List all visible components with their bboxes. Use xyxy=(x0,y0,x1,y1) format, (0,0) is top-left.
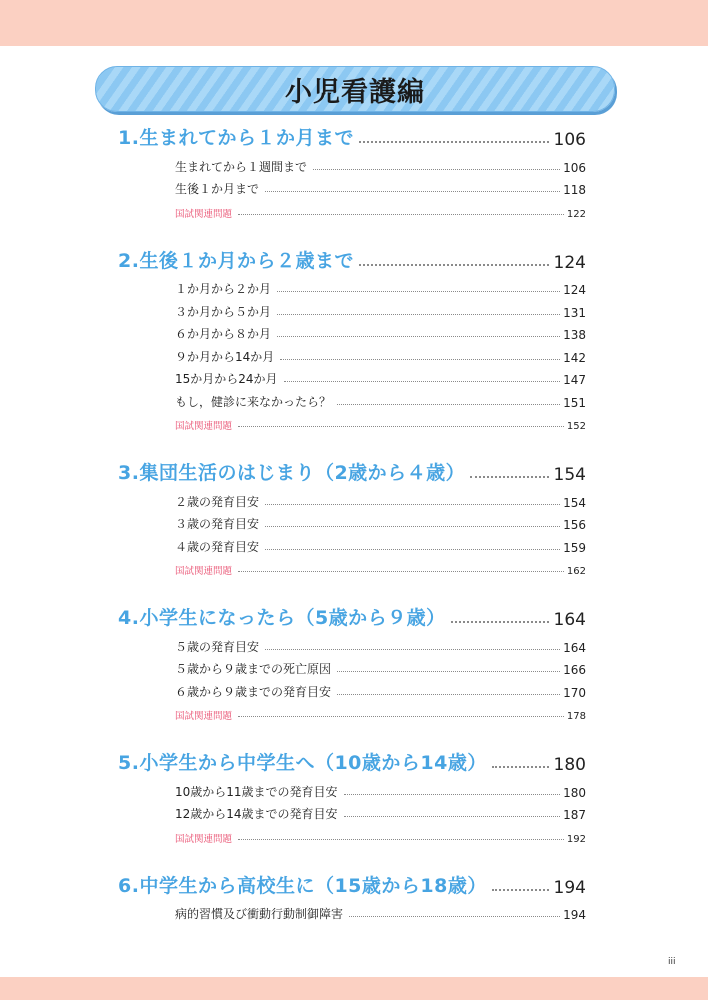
section-heading-row[interactable] xyxy=(118,600,586,630)
toc-entry[interactable] xyxy=(175,532,586,555)
toc-section xyxy=(118,600,586,722)
entry-label: ４歳の発育目安 xyxy=(175,539,260,554)
dot-leader xyxy=(277,291,560,292)
entry-label: 12歳から14歳までの発育目安 xyxy=(175,807,338,821)
entry-label: 病的習慣及び衝動行動制御障害 xyxy=(175,907,344,921)
dot-leader xyxy=(284,381,561,382)
dot-leader xyxy=(265,504,560,505)
entry-label: 国試関連問題 xyxy=(175,208,233,220)
entry-label: 15か月から24か月 xyxy=(175,372,278,386)
exam-questions-entry[interactable] xyxy=(175,555,586,578)
section-heading-row[interactable] xyxy=(118,120,586,150)
dot-leader xyxy=(238,426,564,427)
section-items xyxy=(175,487,586,577)
section-title: 4.小学生になったら（5歳から９歳） xyxy=(118,607,446,629)
toc-entry[interactable] xyxy=(175,342,586,365)
entry-page-number: 194 xyxy=(563,908,586,922)
entry-page-number: 152 xyxy=(566,421,586,432)
section-heading-row[interactable] xyxy=(118,455,586,485)
dot-leader xyxy=(280,359,560,360)
entry-label: ９か月から14か月 xyxy=(175,349,275,364)
section-page-number: 180 xyxy=(553,755,586,775)
toc-entry[interactable] xyxy=(175,297,586,320)
entry-page-number: 142 xyxy=(563,350,586,365)
dot-leader xyxy=(451,621,549,623)
toc-section xyxy=(118,745,586,845)
dot-leader xyxy=(492,766,549,768)
entry-label: 10歳から11歳までの発育目安 xyxy=(175,784,338,799)
toc-entry[interactable] xyxy=(175,275,586,298)
toc-entry[interactable] xyxy=(175,510,586,533)
entry-page-number: 192 xyxy=(566,833,586,845)
entry-page-number: 122 xyxy=(566,208,586,220)
dot-leader xyxy=(337,404,560,405)
exam-questions-entry[interactable] xyxy=(175,197,586,220)
entry-label: 生まれてから１週間まで xyxy=(175,159,308,174)
title-banner xyxy=(95,66,615,112)
dot-leader xyxy=(265,191,560,192)
dot-leader xyxy=(238,716,564,717)
entry-label: ３か月から５か月 xyxy=(175,304,272,319)
entry-page-number: 147 xyxy=(563,373,586,387)
dot-leader xyxy=(344,816,561,817)
dot-leader xyxy=(349,916,560,917)
dot-leader xyxy=(265,526,560,527)
entry-label: ５歳の発育目安 xyxy=(175,639,260,654)
entry-page-number: 170 xyxy=(563,685,586,700)
entry-page-number: 178 xyxy=(566,711,586,722)
section-title: 3.集団生活のはじまり（2歳から４歳） xyxy=(118,462,466,484)
entry-page-number: 166 xyxy=(563,663,586,677)
entry-page-number: 131 xyxy=(563,305,586,320)
section-items xyxy=(175,632,586,722)
entry-page-number: 154 xyxy=(563,495,586,510)
toc-entry[interactable] xyxy=(175,677,586,700)
section-page-number: 194 xyxy=(553,877,586,898)
section-title: 2.生後１か月から２歳まで xyxy=(118,249,354,272)
toc-entry[interactable] xyxy=(175,175,586,198)
toc-entry[interactable] xyxy=(175,900,586,923)
section-heading-row[interactable] xyxy=(118,745,586,775)
entry-label: 生後１か月まで xyxy=(175,182,260,196)
entry-page-number: 118 xyxy=(563,183,586,197)
toc-section xyxy=(118,243,586,433)
page-number: iii xyxy=(668,957,676,967)
section-title: 1.生まれてから１か月まで xyxy=(118,127,354,149)
toc-entry[interactable] xyxy=(175,777,586,800)
dot-leader xyxy=(337,671,560,672)
entry-page-number: 156 xyxy=(563,518,586,532)
entry-page-number: 187 xyxy=(563,808,586,822)
entry-label: 国試関連問題 xyxy=(175,833,233,845)
top-band xyxy=(0,0,708,46)
section-items xyxy=(175,777,586,845)
entry-page-number: 162 xyxy=(566,566,586,577)
entry-label: ６か月から８か月 xyxy=(175,327,272,341)
entry-label: ５歳から９歳までの死亡原因 xyxy=(175,662,332,676)
section-heading-row[interactable] xyxy=(118,868,586,898)
dot-leader xyxy=(313,169,560,170)
exam-questions-entry[interactable] xyxy=(175,822,586,845)
dot-leader xyxy=(344,794,561,795)
section-items xyxy=(175,900,586,923)
dot-leader xyxy=(277,314,560,315)
toc-section xyxy=(118,455,586,577)
exam-questions-entry[interactable] xyxy=(175,410,586,433)
bottom-band xyxy=(0,977,708,1000)
dot-leader xyxy=(265,549,560,550)
section-heading-row[interactable] xyxy=(118,243,586,273)
dot-leader xyxy=(238,839,564,840)
page-title: 小児看護編 xyxy=(285,76,425,108)
dot-leader xyxy=(359,264,549,266)
entry-page-number: 164 xyxy=(563,640,586,655)
entry-page-number: 151 xyxy=(563,395,586,410)
section-page-number: 106 xyxy=(553,130,586,150)
entry-page-number: 138 xyxy=(563,328,586,342)
entry-label: １か月から２か月 xyxy=(175,282,272,296)
exam-questions-entry[interactable] xyxy=(175,700,586,723)
entry-label: もし，健診に来なかったら？ xyxy=(175,394,332,409)
entry-label: ６歳から９歳までの発育目安 xyxy=(175,684,332,699)
toc-entry[interactable] xyxy=(175,800,586,823)
dot-leader xyxy=(265,649,560,650)
entry-page-number: 180 xyxy=(563,785,586,800)
table-of-contents xyxy=(118,120,586,945)
section-title: 5.小学生から中学生へ（10歳から14歳） xyxy=(118,752,487,774)
toc-section xyxy=(118,120,586,220)
section-title: 6.中学生から高校生に（15歳から18歳） xyxy=(118,874,487,897)
toc-entry[interactable] xyxy=(175,387,586,410)
entry-label: 国試関連問題 xyxy=(175,421,233,432)
section-items xyxy=(175,152,586,220)
entry-page-number: 106 xyxy=(563,160,586,175)
section-page-number: 154 xyxy=(553,465,586,485)
toc-entry[interactable] xyxy=(175,365,586,388)
entry-page-number: 159 xyxy=(563,540,586,555)
entry-label: ３歳の発育目安 xyxy=(175,517,260,531)
entry-label: 国試関連問題 xyxy=(175,711,233,722)
entry-label: ２歳の発育目安 xyxy=(175,494,260,509)
dot-leader xyxy=(470,476,548,478)
section-page-number: 164 xyxy=(553,610,586,630)
toc-entry[interactable] xyxy=(175,632,586,655)
dot-leader xyxy=(277,336,560,337)
toc-entry[interactable] xyxy=(175,655,586,678)
dot-leader xyxy=(492,889,549,891)
section-page-number: 124 xyxy=(553,252,586,273)
dot-leader xyxy=(337,694,560,695)
entry-label: 国試関連問題 xyxy=(175,566,233,577)
entry-page-number: 124 xyxy=(563,283,586,297)
toc-section xyxy=(118,868,586,923)
toc-entry[interactable] xyxy=(175,320,586,343)
dot-leader xyxy=(238,571,564,572)
toc-entry[interactable] xyxy=(175,152,586,175)
section-items xyxy=(175,275,586,433)
dot-leader xyxy=(359,141,549,143)
dot-leader xyxy=(238,214,564,215)
toc-entry[interactable] xyxy=(175,487,586,510)
